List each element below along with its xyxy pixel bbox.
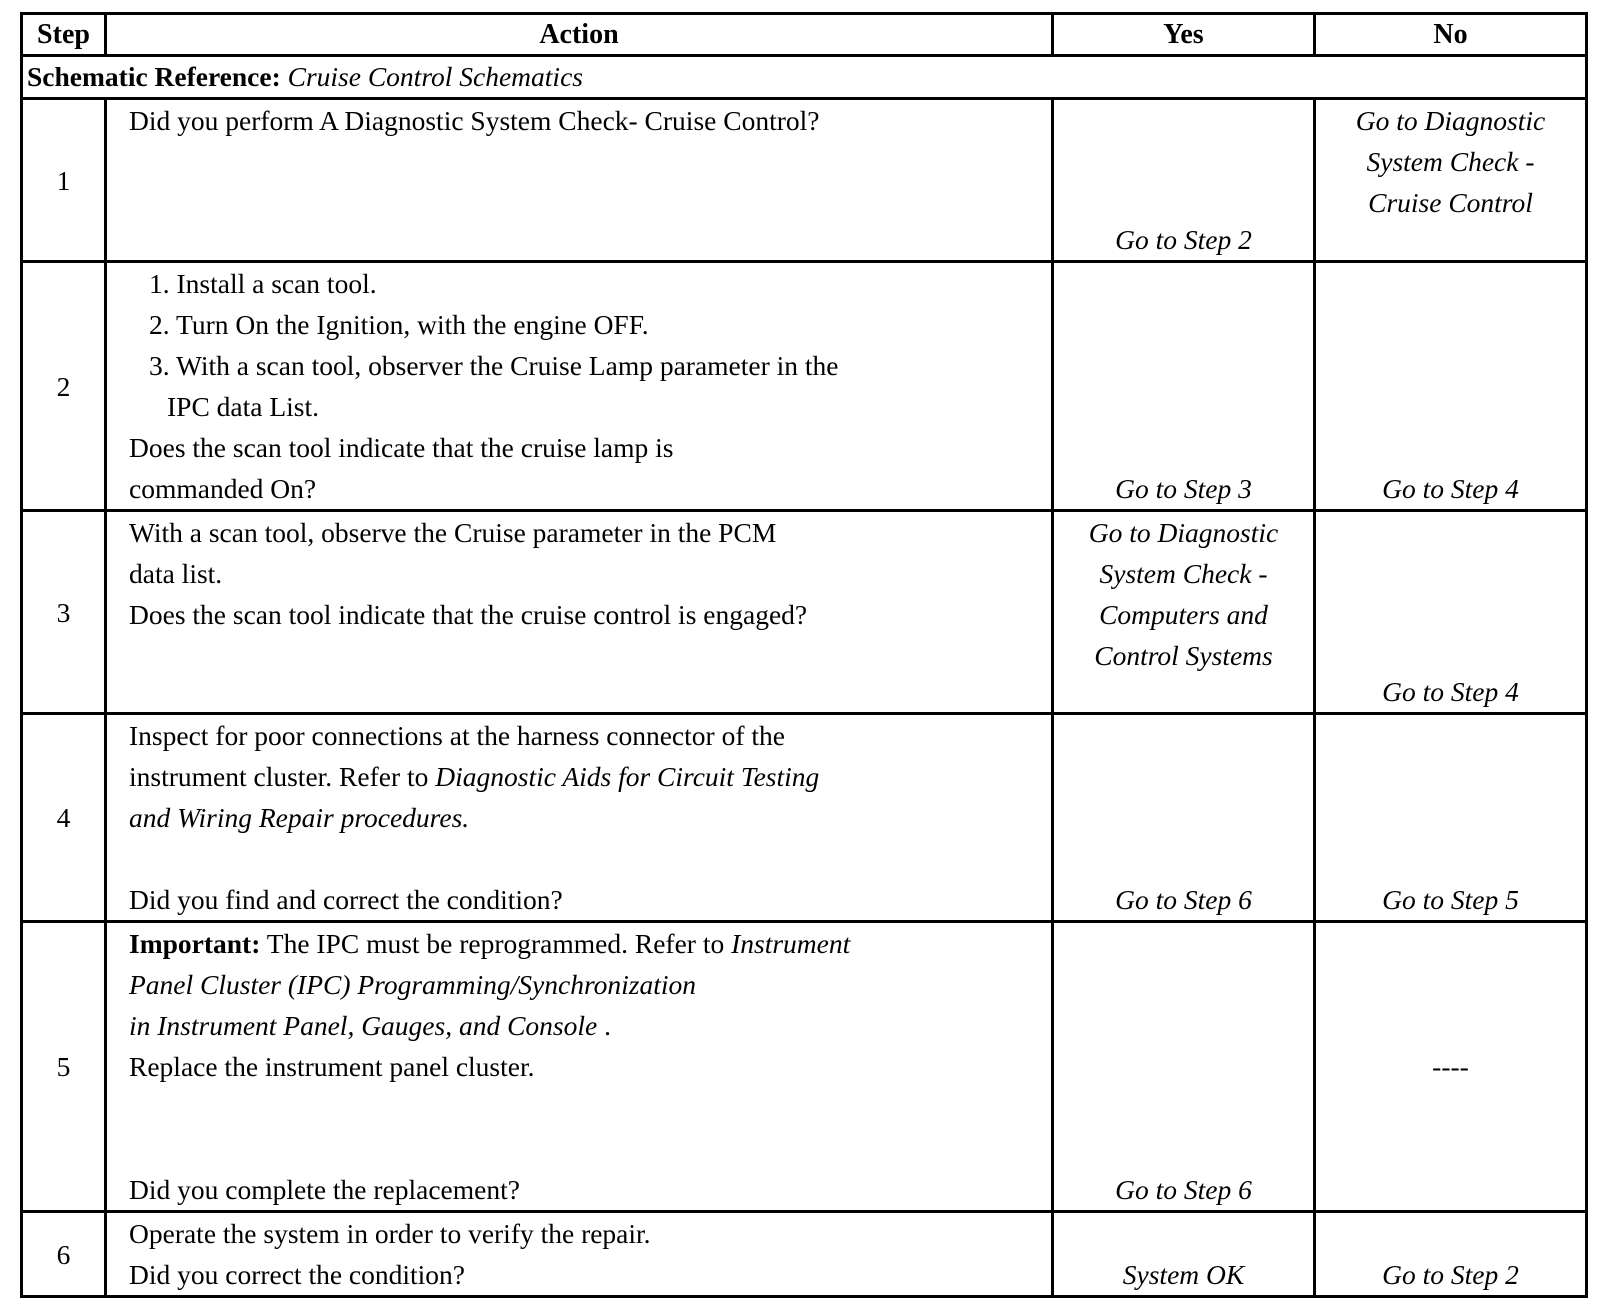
step-number: 1: [22, 99, 106, 262]
reference-link[interactable]: Instrument: [731, 928, 851, 959]
list-item: 3. With a scan tool, observer the Cruise Lamp parameter in the: [149, 350, 839, 381]
action-text: [129, 756, 1051, 797]
no-link[interactable]: Go to Step 4: [1382, 676, 1519, 707]
yes-cell: [1053, 1212, 1315, 1297]
header-step: Step: [22, 14, 106, 56]
no-link-line: System Check -: [1366, 146, 1535, 177]
question-text: Does the scan tool indicate that the cruise lamp is: [129, 432, 674, 463]
yes-cell: [1053, 511, 1315, 714]
important-note: [129, 923, 1051, 964]
no-cell: [1315, 262, 1587, 511]
table-row-step-1: [22, 99, 1587, 262]
schematic-reference-label: Schematic Reference:: [27, 61, 281, 92]
action-text-plain: instrument cluster. Refer to: [129, 761, 436, 792]
no-link[interactable]: Go to Step 4: [1382, 473, 1519, 504]
reference-link-continued[interactable]: and Wiring Repair procedures.: [129, 802, 470, 833]
important-label: Important:: [129, 928, 261, 959]
table-row-step-5: [22, 922, 1587, 1212]
yes-cell: [1053, 99, 1315, 262]
table-row-step-2: [22, 262, 1587, 511]
schematic-reference-cell: [22, 56, 1587, 99]
yes-link[interactable]: Go to Step 2: [1115, 224, 1252, 255]
action-text: Replace the instrument panel cluster.: [129, 1051, 535, 1082]
yes-cell: [1053, 714, 1315, 922]
step-number: 3: [22, 511, 106, 714]
diagnostic-table-document: [20, 12, 1585, 1298]
no-cell: [1315, 714, 1587, 922]
diagnostic-table: [20, 12, 1588, 1298]
yes-cell: [1053, 262, 1315, 511]
yes-link[interactable]: Go to Step 3: [1115, 473, 1252, 504]
question-text: Does the scan tool indicate that the cruise control is engaged?: [129, 599, 808, 630]
punctuation: .: [597, 1010, 611, 1041]
no-cell: [1315, 922, 1587, 1212]
reference-link[interactable]: Diagnostic Aids for Circuit Testing: [435, 761, 820, 792]
no-link[interactable]: Go to Step 5: [1382, 884, 1519, 915]
header-action: Action: [106, 14, 1053, 56]
spacer: [129, 838, 1051, 879]
step-number: 4: [22, 714, 106, 922]
question-text: Did you correct the condition?: [129, 1259, 466, 1290]
list-item: 2. Turn On the Ignition, with the engine OFF.: [149, 309, 649, 340]
yes-link-line: Computers and: [1099, 599, 1268, 630]
header-row: [22, 14, 1587, 56]
yes-link[interactable]: System OK: [1122, 1259, 1245, 1290]
action-cell: [106, 511, 1053, 714]
action-cell: [106, 99, 1053, 262]
header-yes: Yes: [1053, 14, 1315, 56]
table-row-step-3: [22, 511, 1587, 714]
header-no: No: [1315, 14, 1587, 56]
important-text: The IPC must be reprogrammed. Refer to: [260, 928, 732, 959]
yes-link[interactable]: [1054, 512, 1313, 676]
step-number: 5: [22, 922, 106, 1212]
action-cell: [106, 1212, 1053, 1297]
action-text: Did you perform A Diagnostic System Check- Cruise Control?: [129, 105, 820, 136]
list-item: 1. Install a scan tool.: [149, 268, 377, 299]
step-number: 2: [22, 262, 106, 511]
reference-link-continued[interactable]: in Instrument Panel, Gauges, and Console: [129, 1010, 598, 1041]
reference-line: [129, 1005, 1051, 1046]
reference-link-continued[interactable]: Panel Cluster (IPC) Programming/Synchronization: [129, 969, 697, 1000]
list-item-continuation: IPC data List.: [167, 391, 320, 422]
question-text: Did you find and correct the condition?: [129, 884, 563, 915]
no-link[interactable]: [1316, 100, 1585, 223]
no-link[interactable]: Go to Step 2: [1382, 1259, 1519, 1290]
yes-link-line: System Check -: [1099, 558, 1268, 589]
question-text: Did you complete the replacement?: [129, 1174, 520, 1205]
yes-link-line: Go to Diagnostic: [1088, 517, 1279, 548]
no-cell: [1315, 99, 1587, 262]
yes-link-line: Control Systems: [1094, 640, 1273, 671]
no-link-line: Go to Diagnostic: [1355, 105, 1546, 136]
action-cell: [106, 262, 1053, 511]
yes-link[interactable]: Go to Step 6: [1115, 884, 1252, 915]
question-text: commanded On?: [129, 473, 317, 504]
schematic-reference-link[interactable]: Cruise Control Schematics: [287, 61, 583, 92]
action-text: Operate the system in order to verify the repair.: [129, 1218, 651, 1249]
yes-cell: [1053, 922, 1315, 1212]
action-text: With a scan tool, observe the Cruise parameter in the PCM: [129, 517, 777, 548]
spacer: [129, 1087, 1051, 1169]
no-cell: [1315, 511, 1587, 714]
yes-link[interactable]: Go to Step 6: [1115, 1174, 1252, 1205]
action-text: Inspect for poor connections at the harness connector of the: [129, 720, 785, 751]
no-cell: [1315, 1212, 1587, 1297]
step-number: 6: [22, 1212, 106, 1297]
table-row-step-6: [22, 1212, 1587, 1297]
table-row-step-4: [22, 714, 1587, 922]
no-value: ----: [1432, 1051, 1469, 1082]
schematic-reference-row: [22, 56, 1587, 99]
action-text: data list.: [129, 558, 223, 589]
action-cell: [106, 714, 1053, 922]
action-cell: [106, 922, 1053, 1212]
no-link-line: Cruise Control: [1368, 187, 1533, 218]
